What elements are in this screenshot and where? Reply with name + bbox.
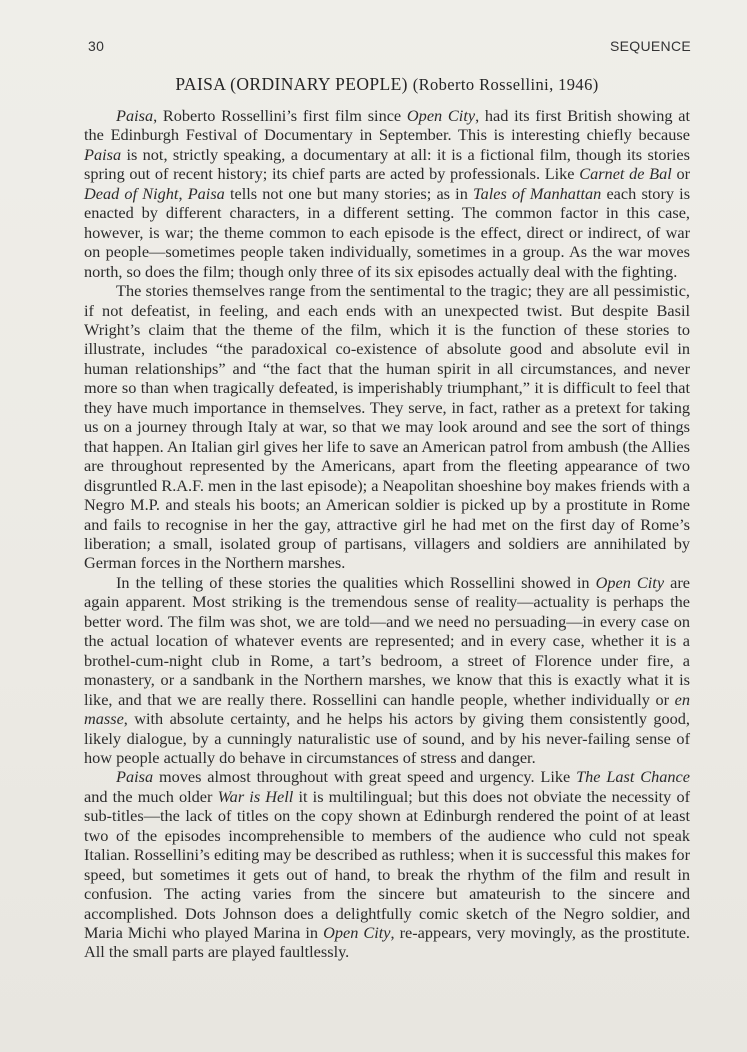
italic-text: Open City (323, 923, 391, 943)
article-body (84, 106, 690, 962)
text-run: , (178, 183, 188, 203)
text-run: In the telling of these stories the qualities which Rossellini showed in (116, 572, 596, 592)
article-title (84, 74, 690, 95)
article (84, 74, 690, 962)
text-run: each story is enacted by different characters, in a different setting. The common factor in this case, however, is war; the theme common to each episode is the effect, direct or indirect, of war on people—sometimes people taken individually, sometimes in a group. As the war moves north, so does the film; though only three of its six episodes actually deal with the fighting. (84, 183, 691, 281)
text-run: , had its first British showing at the Edinburgh Festival of Documentary in September. This is interesting chiefly because (84, 106, 691, 145)
text-run: , Roberto Rossellini’s first film since (153, 106, 407, 125)
italic-text: Open City (595, 572, 665, 592)
film-credit: (Roberto Rossellini, 1946) (412, 75, 599, 94)
text-run: are again apparent. Most striking is the tremendous sense of reality—actuality is perhaps the better word. The film was shot, we are told—and we need no persuading—in every case on the actual location of whatever events are represented; and in every case, whether it is a brothel-cum-night club in Rome, a tart’s bedroom, a street of Florence under fire, a monastery, or a sandbank in the Northern marshes, we know that this is exactly what it is like, and that we are really there. Rossellini can handle people, whether individually or (84, 572, 690, 709)
italic-text: Open City (406, 106, 476, 125)
italic-text: War is Hell (217, 786, 294, 806)
italic-text: Paisa (84, 144, 122, 164)
text-run: , re-appears, very movingly, as the prostitute. All the small parts are played faultlessly. (84, 923, 691, 962)
paragraph (84, 281, 690, 573)
italic-text: Paisa (116, 767, 154, 787)
italic-text: The Last Chance (576, 767, 690, 787)
journal-name: SEQUENCE (610, 38, 691, 54)
running-head (88, 38, 691, 54)
italic-text: Tales of Manhattan (473, 183, 602, 203)
text-run: , with absolute certainty, and he helps his actors by giving them consistently good, likely dialogue, by a cunningly naturalistic use of sound, and by his never-failing sense of how people actually do behave in circumstances of stress and danger. (84, 709, 690, 767)
paragraph (84, 767, 690, 962)
italic-text: Carnet de Bal (579, 164, 672, 184)
italic-text: Paisa (187, 183, 225, 203)
text-run: The stories themselves range from the sentimental to the tragic; they are all pessimistic, if not defeatist, in feeling, and each ends with an unexpected twist. But despite Basil Wright’s claim that the theme of the film, which it is the function of these stories to illustrate, includes “the paradoxical co-existence of absolute good and absolute evil in human relationships” and “the fact that the human spirit in all circumstances, and never more so than when tragically defeated, is imperishably triumphant,” it is difficult to feel that they have much importance in themselves. They serve, in fact, rather as a pretext for taking us on a journey through Italy at war, so that we may look around and see the sort of things that happen. An Italian girl gives her life to save an American patrol from ambush (the Allies are throughout represented by the Americans, apart from the fleeting appearance of two disgruntled R.A.F. men in the last episode); a Neapolitan shoeshine boy makes friends with a Negro M.P. and steals his boots; an American soldier is picked up by a prostitute in Rome and fails to recognise in her the gay, attractive girl he had met on the first day of Rome’s liberation; a small, isolated group of partisans, villagers and soldiers are annihilated by German forces in the Northern marshes. (84, 281, 690, 573)
italic-text: Dead of Night (84, 183, 179, 203)
text-run: is not, strictly speaking, a documentary at all: it is a fictional film, though its stories spring out of recent history; its chief parts are acted by professionals. Like (84, 144, 690, 184)
page-number: 30 (88, 38, 105, 54)
text-run: moves almost throughout with great speed and urgency. Like (153, 767, 577, 787)
paragraph (84, 106, 690, 281)
text-run: tells not one but many stories; as in (224, 183, 474, 203)
text-run: and the much older (84, 786, 218, 806)
text-run: or (671, 164, 690, 184)
paragraph (84, 573, 690, 768)
italic-text: en masse (84, 689, 690, 729)
italic-text: Paisa (116, 106, 154, 125)
text-run: it is multilingual; but this does not obviate the necessity of sub-titles—the lack of titles on the copy shown at Edinburgh rendered the point of at least two of the episodes incomprehensible to members of the audience who culd not speak Italian. Rossellini’s editing may be described as ruthless; when it is successful this makes for speed, but sometimes it gets out of hand, to break the rhythm of the film and result in confusion. The acting varies from the sincere but amateurish to the sincere and accomplished. Dots Johnson does a delightfully comic sketch of the Negro soldier, and Maria Michi who played Marina in (84, 786, 691, 943)
film-title: PAISA (ORDINARY PEOPLE) (175, 74, 408, 94)
